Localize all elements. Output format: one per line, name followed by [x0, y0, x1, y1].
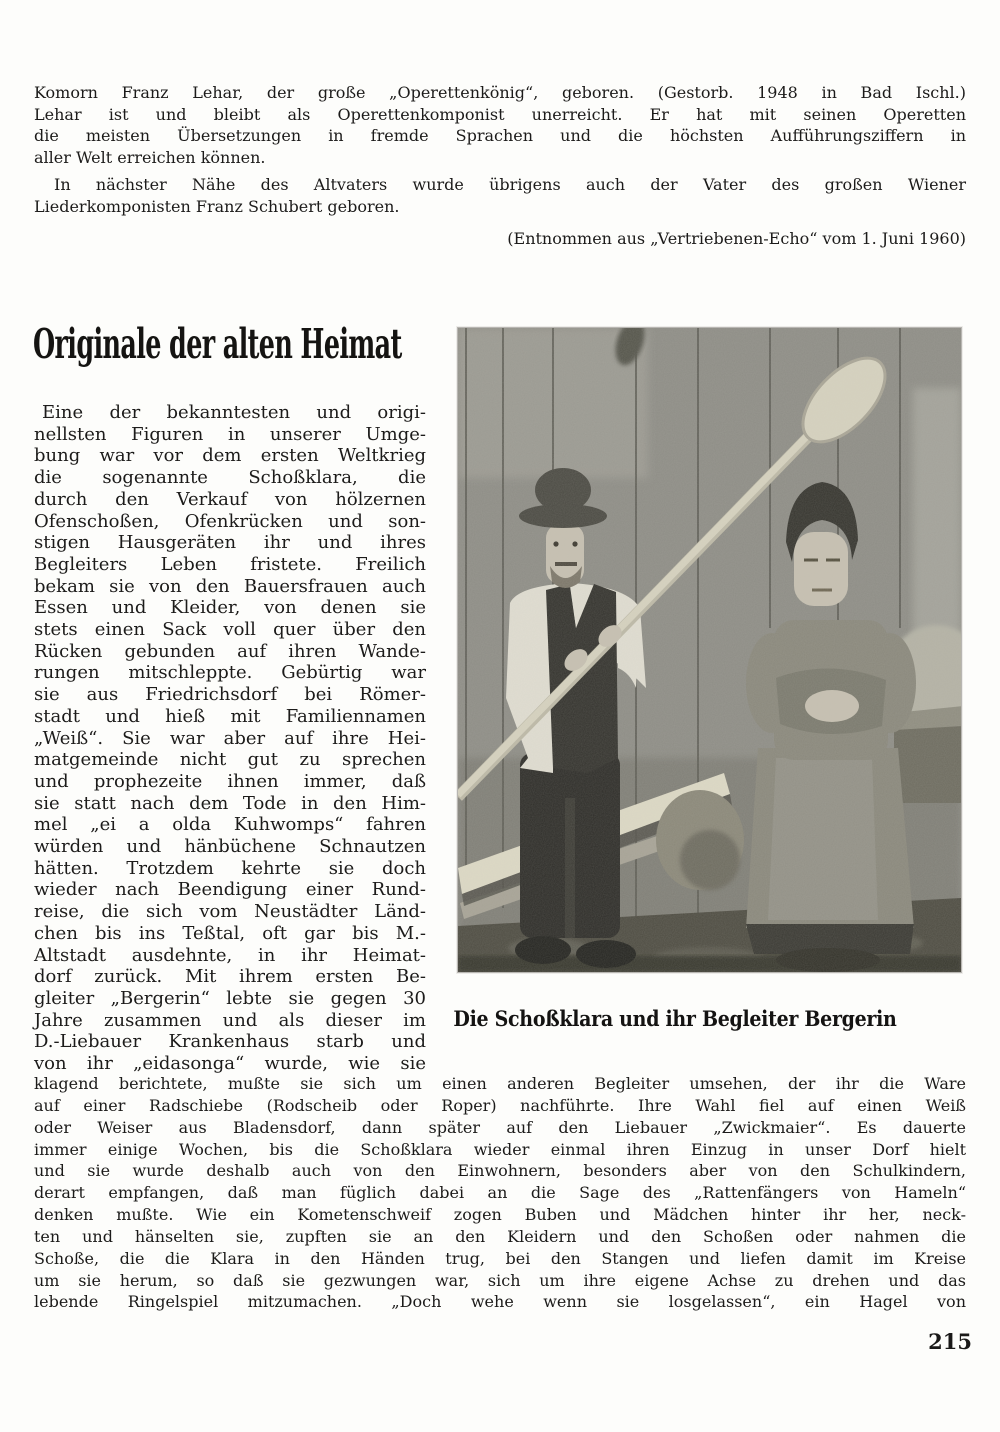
text-line: ten und hänselten sie, zupften sie an den Kleidern und den Schoßen oder nahmen die — [34, 1226, 966, 1246]
text-line: und prophezeite ihnen immer, daß — [34, 770, 426, 792]
photo-caption: Die Schoßklara und ihr Begleiter Bergerin — [453, 1007, 897, 1032]
text-line: hätten. Trotzdem kehrte sie doch — [34, 857, 426, 879]
text-line: und sie wurde deshalb auch von den Einwohnern, besonders aber von den Schulkindern, — [34, 1161, 966, 1181]
text-line: Komorn Franz Lehar, der große „Operettenkönig“, geboren. (Gestorb. 1948 in Bad Ischl.) — [34, 83, 966, 102]
text-line: stadt und hieß mit Familiennamen — [34, 705, 426, 727]
intro-section — [34, 82, 966, 250]
text-line: Jahre zusammen und als dieser im — [34, 1009, 426, 1031]
photo-illustration — [458, 328, 961, 972]
photo-figure — [458, 328, 961, 972]
text-line: In nächster Nähe des Altvaters wurde übrigens auch der Vater des großen Wiener — [54, 174, 966, 194]
text-line: um sie herum, so daß sie gezwungen war, sich um ihre eigene Achse zu drehen und das — [34, 1270, 966, 1290]
text-line: denken mußte. Wie ein Kometenschweif zogen Buben und Mädchen hinter ihr her, neck- — [34, 1205, 966, 1225]
intro-paragraph-2 — [34, 174, 966, 217]
text-line: sie statt nach dem Tode in den Him- — [34, 792, 426, 814]
text-line: Eine der bekanntesten und origi- — [42, 402, 426, 423]
text-line: D.-Liebauer Krankenhaus starb und — [34, 1031, 426, 1053]
film-grain-overlay — [458, 328, 961, 972]
text-line: dorf zurück. Mit ihrem ersten Be- — [34, 966, 426, 988]
text-line: matgemeinde nicht gut zu sprechen — [34, 749, 426, 771]
intro-paragraph-1 — [34, 82, 966, 169]
attribution-line: (Entnommen aus „Vertriebenen-Echo“ vom 1. Juni 1960) — [507, 229, 966, 249]
page-number: 215 — [928, 1329, 972, 1354]
text-line: klagend berichtete, mußte sie sich um einen anderen Begleiter umsehen, der ihr die Ware — [34, 1074, 966, 1093]
text-line: die meisten Übersetzungen in fremde Sprachen und die höchsten Aufführungsziffern in — [34, 126, 966, 146]
text-line: oder Weiser aus Bladensdorf, dann später auf den Liebauer „Zwickmaier“. Es dauerte — [34, 1117, 966, 1137]
text-line: Altstadt ausdehnte, in ihr Heimat- — [34, 944, 426, 966]
text-line: Ofenschoßen, Ofenkrücken und son- — [34, 510, 426, 532]
text-line: auf einer Radschiebe (Rodscheib oder Roper) nachführte. Ihre Wahl fiel auf einen Weiß — [34, 1095, 966, 1115]
text-line: nellsten Figuren in unserer Umge- — [34, 423, 426, 445]
text-line: chen bis ins Teßtal, oft gar bis M.- — [34, 922, 426, 944]
text-line: stets einen Sack voll quer über den — [34, 619, 426, 641]
text-line: stigen Hausgeräten ihr und ihres — [34, 532, 426, 554]
text-line: die sogenannte Schoßklara, die — [34, 467, 426, 489]
text-line: durch den Verkauf von hölzernen — [34, 488, 426, 510]
text-line: derart empfangen, daß man füglich dabei an die Sage des „Rattenfängers von Hameln“ — [34, 1183, 966, 1203]
text-line: würden und hänbüchene Schnautzen — [34, 836, 426, 858]
article-column-text — [34, 402, 426, 1075]
text-line: Rücken gebunden auf ihren Wande- — [34, 640, 426, 662]
text-line: rungen mitschleppte. Gebürtig war — [34, 662, 426, 684]
text-line: Liederkomponisten Franz Schubert geboren. — [34, 196, 400, 216]
text-line: mel „ei a olda Kuhwomps“ fahren — [34, 814, 426, 836]
text-line: lebende Ringelspiel mitzumachen. „Doch wehe wenn sie losgelassen“, ein Hagel von — [34, 1292, 966, 1312]
text-line: Lehar ist und bleibt als Operettenkomponist unerreicht. Er hat mit seinen Operetten — [34, 104, 966, 124]
text-line: wieder nach Beendigung einer Rund- — [34, 879, 426, 901]
text-line: Begleiters Leben fristete. Freilich — [34, 553, 426, 575]
text-line: immer einige Wochen, bis die Schoßklara wieder einmal ihren Einzug in unser Dorf hielt — [34, 1139, 966, 1159]
text-line: reise, die sich vom Neustädter Länd- — [34, 901, 426, 923]
text-line: sie aus Friedrichsdorf bei Römer- — [34, 684, 426, 706]
bottom-paragraph — [34, 1073, 966, 1313]
text-line: Schoße, die die Klara in den Händen trug, bei den Stangen und liefen damit im Kreise — [34, 1248, 966, 1268]
text-line: „Weiß“. Sie war aber auf ihre Hei- — [34, 727, 426, 749]
article-title: Originale der alten Heimat — [33, 320, 402, 368]
text-line: von ihr „eidasonga“ wurde, wie sie — [34, 1053, 426, 1075]
text-line: aller Welt erreichen können. — [34, 148, 266, 168]
text-line: bung war vor dem ersten Weltkrieg — [34, 445, 426, 467]
text-line: bekam sie von den Bauersfrauen auch — [34, 575, 426, 597]
text-line: Essen und Kleider, von denen sie — [34, 597, 426, 619]
text-line: gleiter „Bergerin“ lebte sie gegen 30 — [34, 987, 426, 1009]
